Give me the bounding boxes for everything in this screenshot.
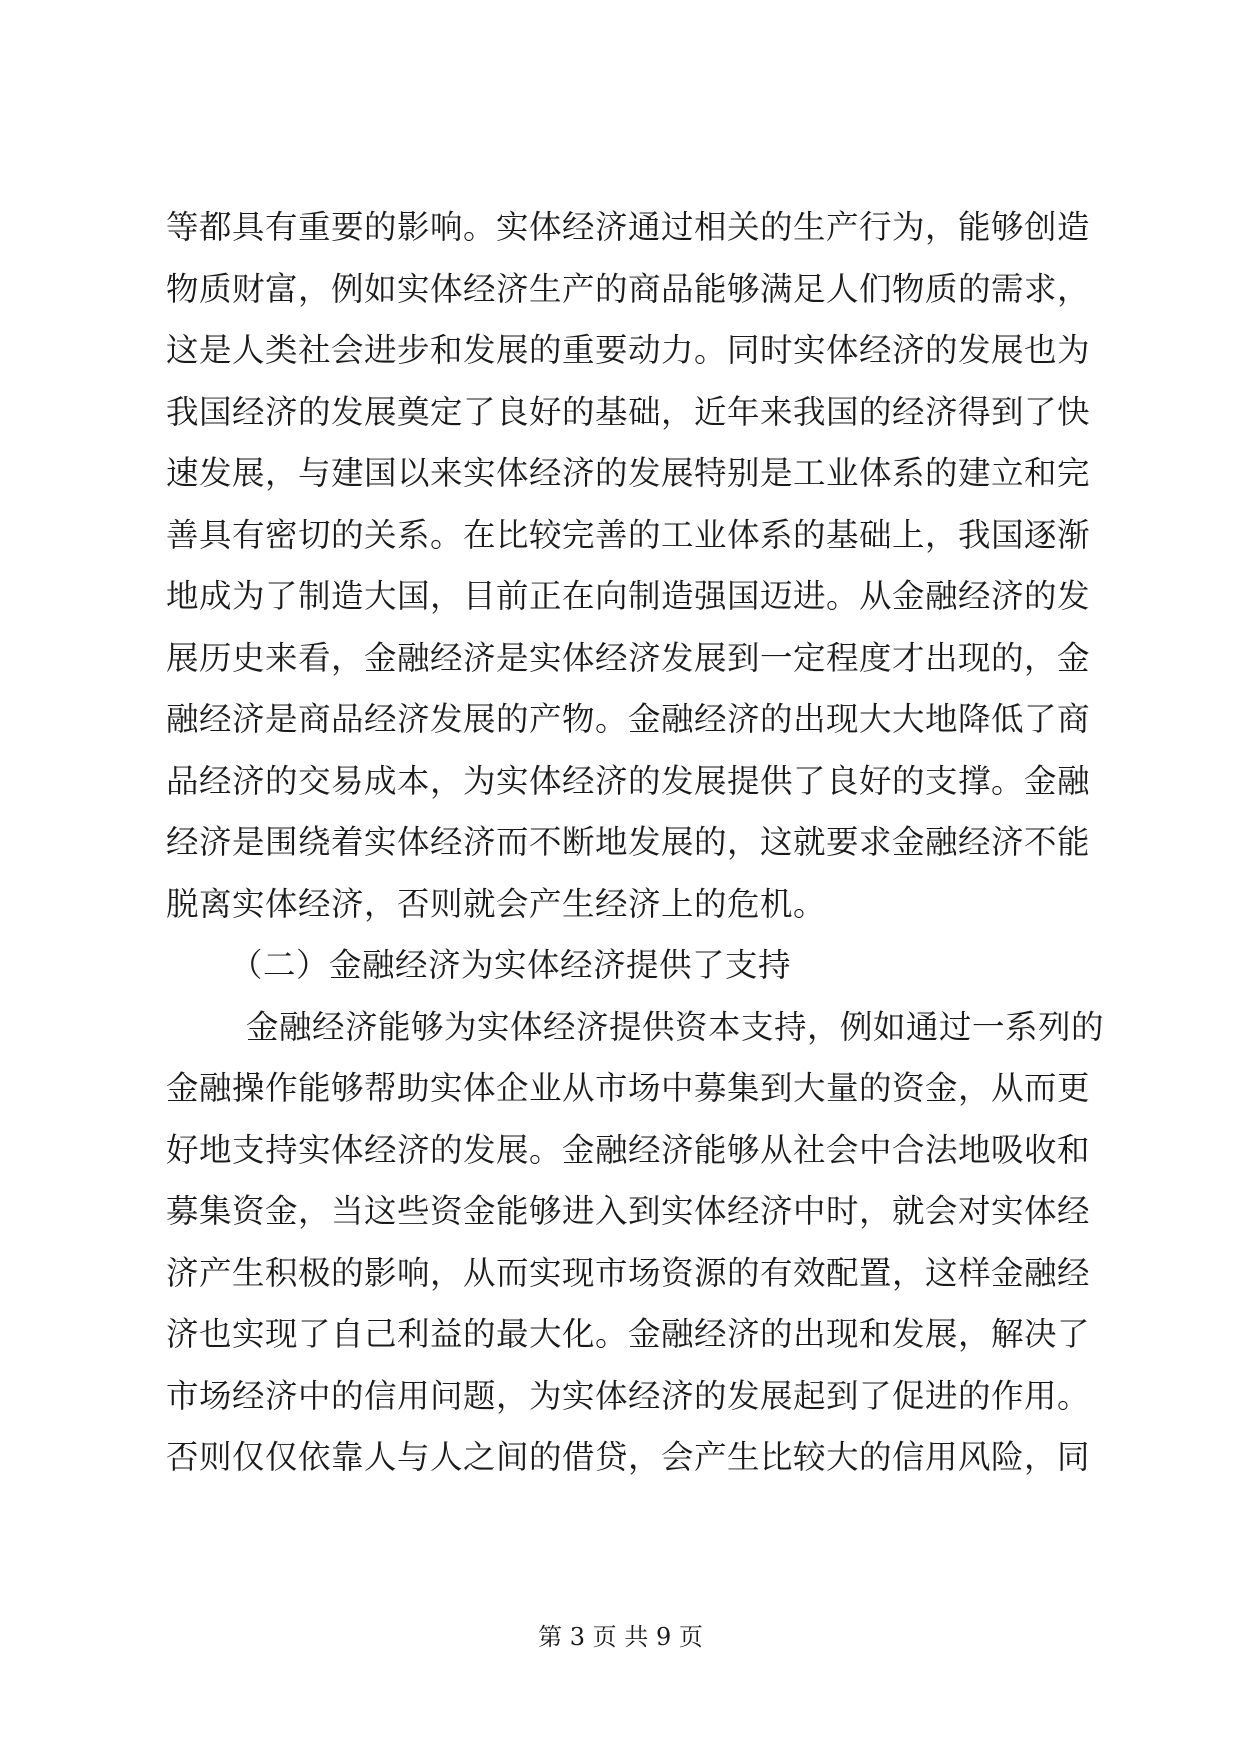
text-line: 济也实现了自己利益的最大化。金融经济的出现和发展，解决了 [166,1315,1091,1353]
text-line: 好地支持实体经济的发展。金融经济能够从社会中合法地吸收和 [166,1130,1091,1169]
text-line: 否则仅仅依靠人与人之间的借贷，会产生比较大的信用风险，同 [166,1438,1091,1476]
text-line: 速发展，与建国以来实体经济的发展特别是工业体系的建立和完 [166,454,1091,492]
page-footer: 第 3 页 共 9 页 [538,1623,703,1651]
text-line: 经济是围绕着实体经济而不断地发展的，这就要求金融经济不能 [166,823,1091,861]
text-line: 募集资金，当这些资金能够进入到实体经济中时，就会对实体经 [166,1192,1091,1230]
text-line: 融经济是商品经济发展的产物。金融经济的出现大大地降低了商 [166,700,1091,738]
text-line: 脱离实体经济，否则就会产生经济上的危机。 [166,884,827,923]
section-heading: （二）金融经济为实体经济提供了支持 [230,946,792,984]
text-line: 善具有密切的关系。在比较完善的工业体系的基础上，我国逐渐 [166,515,1091,554]
text-line: 这是人类社会进步和发展的重要动力。同时实体经济的发展也为 [166,331,1091,369]
text-line: 地成为了制造大国，目前正在向制造强国迈进。从金融经济的发 [166,577,1091,615]
text-line: 济产生积极的影响，从而实现市场资源的有效配置，这样金融经 [166,1253,1091,1292]
text-line: 物质财富，例如实体经济生产的商品能够满足人们物质的需求， [166,269,1091,308]
text-line: 金融操作能够帮助实体企业从市场中募集到大量的资金，从而更 [166,1069,1091,1107]
document-body [166,197,1105,1489]
text-line: 金融经济能够为实体经济提供资本支持，例如通过一系列的 [246,1007,1105,1046]
text-line: 等都具有重要的影响。实体经济通过相关的生产行为，能够创造 [166,208,1091,246]
text-line: 品经济的交易成本，为实体经济的发展提供了良好的支撑。金融 [166,761,1091,800]
text-line: 展历史来看，金融经济是实体经济发展到一定程度才出现的，金 [166,638,1091,677]
text-line: 市场经济中的信用问题，为实体经济的发展起到了促进的作用。 [166,1376,1091,1415]
text-line: 我国经济的发展奠定了良好的基础，近年来我国的经济得到了快 [166,392,1091,431]
